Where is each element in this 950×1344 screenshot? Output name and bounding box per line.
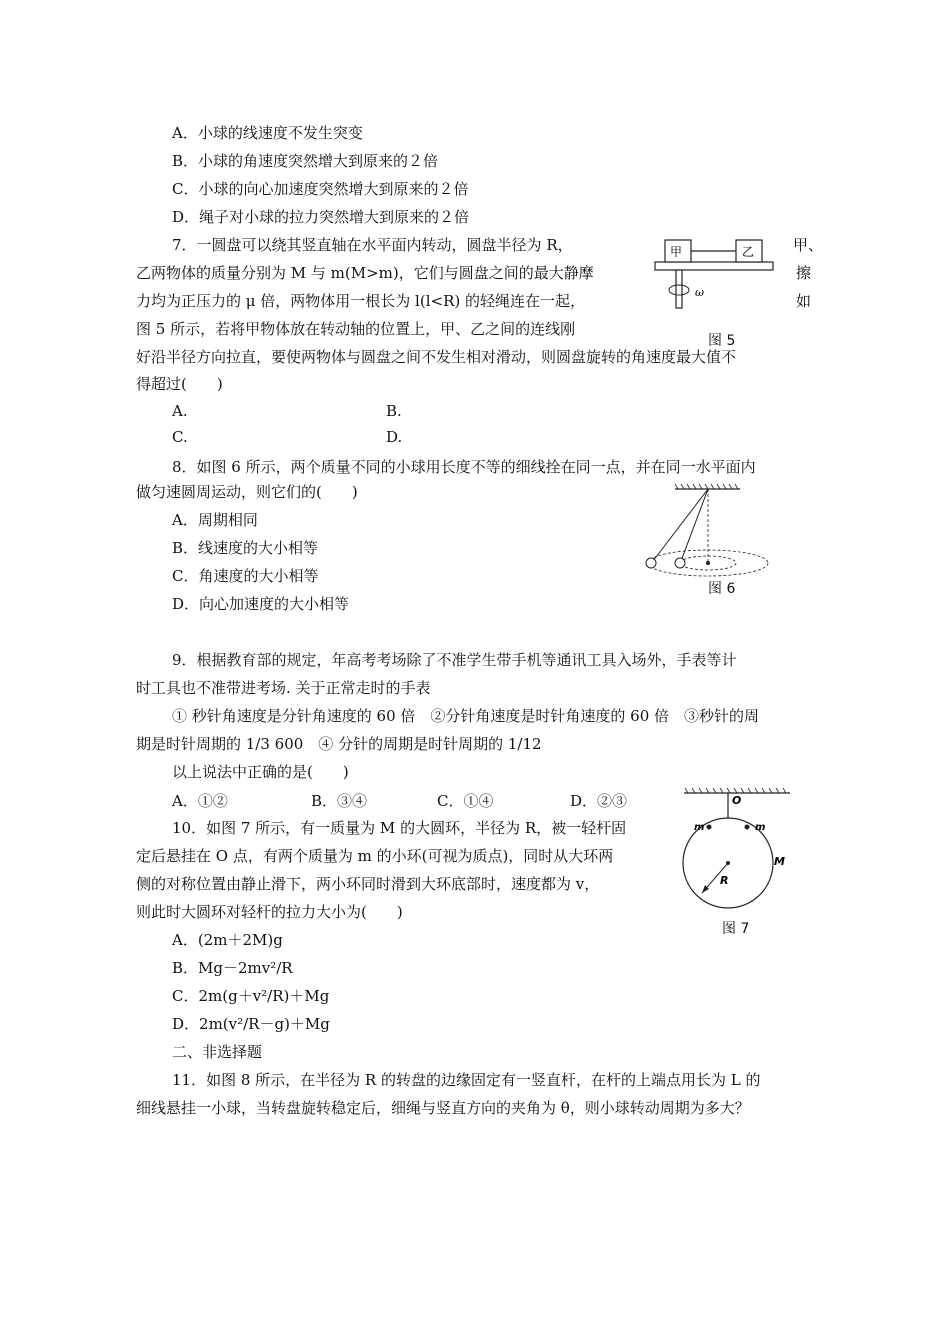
q8-option-d: D．向心加速度的大小相等 [172, 595, 350, 613]
label-O: O [732, 794, 742, 807]
q8-option-c: C．角速度的大小相等 [172, 567, 319, 585]
q6-option-a: A．小球的线速度不发生突变 [172, 124, 363, 142]
label-m-left: m [694, 822, 705, 833]
q9-line-5: 以上说法中正确的是( ) [172, 763, 349, 781]
label-jia: 甲 [670, 245, 683, 259]
q7-line-2: 乙两物体的质量分别为 M 与 m(M>m)，它们与圆盘之间的最大静摩 [136, 264, 594, 282]
label-R: R [720, 874, 729, 887]
q7-line-6: 得超过( ) [136, 375, 223, 393]
label-M: M [774, 855, 785, 868]
q7-line-5: 好沿半径方向拉直，要使两物体与圆盘之间不发生相对滑动，则圆盘旋转的角速度最大值不 [136, 348, 737, 366]
q9-line-4: 期是时针周期的 1/3 600 ④ 分针的周期是时针周期的 1/12 [136, 735, 542, 753]
figure-5-caption: 图 5 [708, 333, 736, 349]
q8-line-1: 8．如图 6 所示，两个质量不同的小球用长度不等的细线拴在同一点，并在同一水平面内 [172, 458, 756, 476]
q9-option-b: B．③④ [311, 792, 368, 810]
figure-6-caption: 图 6 [708, 581, 736, 597]
ball-inner [675, 558, 685, 568]
figure-5-disk-diagram [650, 230, 780, 325]
label-yi: 乙 [742, 245, 755, 259]
q8-option-a: A．周期相同 [172, 511, 258, 529]
q7-line-4: 图 5 所示，若将甲物体放在转动轴的位置上，甲、乙之间的连线刚 [136, 320, 576, 338]
label-m-right: m [755, 822, 766, 833]
q10-line-1: 10．如图 7 所示，有一质量为 M 的大圆环，半径为 R，被一轻杆固 [172, 819, 627, 837]
q9-option-c: C．①④ [437, 792, 494, 810]
q11-line-2: 细线悬挂一小球，当转盘旋转稳定后，细绳与竖直方向的夹角为 θ，则小球转动周期为多大？ [136, 1099, 750, 1117]
q8-option-b: B．线速度的大小相等 [172, 539, 319, 557]
q10-line-2: 定后悬挂在 O 点，有两个质量为 m 的小环(可视为质点)，同时从大环两 [136, 847, 614, 865]
q7-line-2-right: 擦 [796, 264, 812, 282]
q9-line-2: 时工具也不准带进考场. 关于正常走时的手表 [136, 679, 431, 697]
q11-line-1: 11．如图 8 所示，在半径为 R 的转盘的边缘固定有一竖直杆，在杆的上端点用长为 L 的 [172, 1071, 761, 1089]
q9-option-d: D．②③ [570, 792, 628, 810]
q7-option-b: B. [386, 402, 402, 420]
q10-line-4: 则此时大圆环对轻杆的拉力大小为( ) [136, 903, 403, 921]
rotation-axis [676, 270, 682, 308]
q9-line-3: ① 秒针角速度是分针角速度的 60 倍 ②分针角速度是时针角速度的 60 倍 ③秒针的周 [172, 707, 760, 725]
q9-line-1: 9．根据教育部的规定，年高考考场除了不准学生带手机等通讯工具入场外，手表等计 [172, 651, 737, 669]
section-heading: 二、非选择题 [172, 1043, 263, 1061]
q7-line-1: 7．一圆盘可以绕其竖直轴在水平面内转动，圆盘半径为 R， [172, 236, 573, 254]
q6-option-c: C．小球的向心加速度突然增大到原来的２倍 [172, 180, 469, 198]
q7-line-3-right: 如 [796, 292, 812, 310]
q7-line-1-right: 甲、 [793, 236, 824, 254]
q7-line-3: 力均为正压力的 μ 倍，两物体用一根长为 l(l<R) 的轻绳连在一起， [136, 292, 585, 310]
q10-line-3: 侧的对称位置由静止滑下，两小环同时滑到大环底部时，速度都为 v， [136, 875, 600, 893]
ball-outer [646, 558, 656, 568]
q7-option-d: D. [386, 428, 403, 446]
q6-option-d: D．绳子对小球的拉力突然增大到原来的２倍 [172, 208, 470, 226]
q8-line-2: 做匀速圆周运动，则它们的( ) [136, 483, 358, 501]
q10-option-a: A．(2m＋2M)g [172, 931, 283, 949]
small-ring-right [745, 825, 750, 830]
figure-7-caption: 图 7 [722, 921, 750, 937]
label-omega: ω [695, 286, 704, 299]
q10-option-c: C．2m(g＋v²/R)＋Mg [172, 987, 330, 1005]
q10-option-d: D．2m(v²/R－g)＋Mg [172, 1015, 330, 1033]
figure-6-conical-pendulum [640, 483, 775, 583]
q10-option-b: B．Mg－2mv²/R [172, 959, 293, 977]
small-ring-left [707, 825, 712, 830]
q7-option-a: A. [172, 402, 188, 420]
q9-option-a: A．①② [172, 792, 228, 810]
q6-option-b: B．小球的角速度突然增大到原来的２倍 [172, 152, 439, 170]
q7-option-c: C. [172, 428, 188, 446]
figure-7-ring-diagram [678, 785, 798, 915]
